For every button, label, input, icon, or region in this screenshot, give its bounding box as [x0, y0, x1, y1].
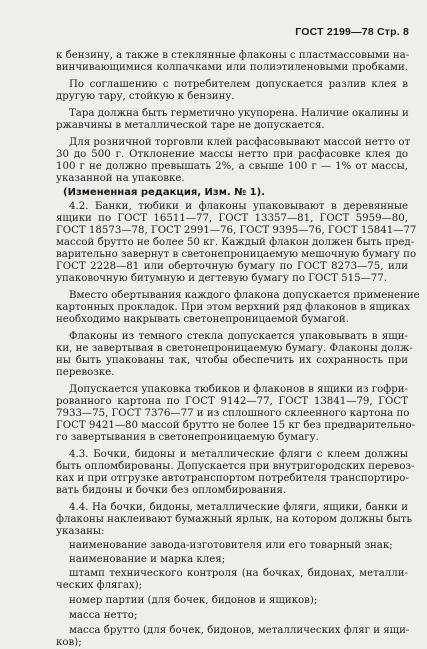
- text-line: ГОСТ 9421—80 массой брутто не более 15 кг без предварительно-: [56, 420, 416, 431]
- text-line: Вместо обертывания каждого флакона допускается применение: [69, 290, 420, 301]
- text-line: го завертывания в светонепроницаемую бумагу.: [56, 432, 319, 443]
- amendment-note: (Измененная редакция, Изм. № 1).: [63, 187, 266, 198]
- text-line: перевозке.: [56, 367, 115, 378]
- text-line: масса нетто;: [69, 610, 138, 621]
- text-line: флаконы наклеивают бумажный ярлык, на котором должны быть: [56, 514, 413, 525]
- text-line: другую тару, стойкую к бензину.: [56, 91, 235, 102]
- text-line: варительно завернут в светонепроницаемую мешочную бумагу по: [56, 249, 417, 260]
- text-line: ны быть упакованы так, чтобы обеспечить их сохранность при: [56, 355, 408, 366]
- text-line: наименование и марка клея;: [69, 554, 226, 565]
- text-line: Допускается упаковка тюбиков и флаконов в ящики из гофри-: [69, 384, 408, 395]
- text-line: 100 г не должно превышать 2%, а свыше 100 г — 1% от массы,: [56, 161, 408, 172]
- text-line: указаны:: [56, 526, 105, 537]
- text-line: ках и при отгрузке автотранспортом потребителя транспортиро-: [56, 473, 409, 484]
- text-line: упаковочную битумную и дегтевую бумагу по ГОСТ 515—77.: [56, 273, 388, 284]
- text-line: быть опломбированы. Допускается при внутригородских перевоз-: [56, 461, 415, 472]
- text-line: ящики по ГОСТ 16511—77, ГОСТ 13357—81, ГОСТ 5959—80,: [56, 213, 408, 224]
- text-line: ки, не завертывая в светонепроницаемую бумагу. Флаконы долж-: [56, 343, 413, 354]
- text-line: массой брутто не более 50 кг. Каждый флакон должен быть пред-: [56, 237, 415, 248]
- text-line: ГОСТ 18573—78, ГОСТ 2991—76, ГОСТ 9395—76, ГОСТ 15841—77: [56, 225, 417, 236]
- text-line: указанной на упаковке.: [56, 173, 185, 184]
- text-line: ков);: [56, 637, 82, 648]
- text-line: ческих флягах);: [56, 580, 143, 591]
- text-line: 7933—75, ГОСТ 7376—77 и из сплошного склеенного картона по: [56, 408, 410, 419]
- standard-number: ГОСТ 2199—78: [295, 26, 374, 38]
- text-line: необходимо накрывать светонепроницаемой бумагой.: [56, 314, 349, 325]
- text-line: 4.3. Бочки, бидоны и металлические фляги с клеем должны: [69, 449, 408, 460]
- text-line: 4.4. На бочки, бидоны, металлические фляги, ящики, банки и: [69, 502, 408, 513]
- text-line: винчивающимися колпачками или полиэтиленовыми пробками.: [56, 62, 408, 73]
- text-line: наименование завода-изготовителя или его товарный знак;: [69, 540, 393, 551]
- text-line: Тара должна быть герметично укупорена. Наличие окалины и: [69, 108, 409, 119]
- text-line: рованного картона по ГОСТ 9142—77, ГОСТ 13841—79, ГОСТ: [56, 396, 408, 407]
- text-line: ржавчины в металлической таре не допускается.: [56, 120, 325, 131]
- text-line: масса брутто (для бочек, бидонов, металлических фляг и ящи-: [69, 625, 410, 636]
- text-line: По соглашению с потребителем допускается разлив клея в: [69, 79, 408, 90]
- text-line: ГОСТ 2228—81 или оберточную бумагу по ГОСТ 8273—75, или: [56, 261, 408, 272]
- text-line: 30 до 500 г. Отклонение массы нетто при расфасовке клея до: [56, 149, 408, 160]
- page-header: [295, 26, 409, 38]
- text-line: Для розничной торговли клей расфасовывают массой нетто от: [69, 137, 411, 148]
- text-line: номер партии (для бочек, бидонов и ящиков);: [69, 595, 318, 606]
- text-line: вать бидоны и бочки без опломбирования.: [56, 485, 287, 496]
- text-line: Флаконы из темного стекла допускается упаковывать в ящи-: [69, 331, 408, 342]
- text-line: к бензину, а также в стеклянные флаконы с пластмассовыми на-: [56, 50, 410, 61]
- text-line: штамп технического контроля (на бочках, бидонах, металли-: [69, 568, 408, 579]
- text-line: 4.2. Банки, тюбики и флаконы упаковывают в деревянные: [69, 201, 408, 212]
- text-line: картонных прокладок. При этом верхний ряд флаконов в ящиках: [56, 302, 410, 313]
- page-number: Стр. 8: [376, 26, 409, 38]
